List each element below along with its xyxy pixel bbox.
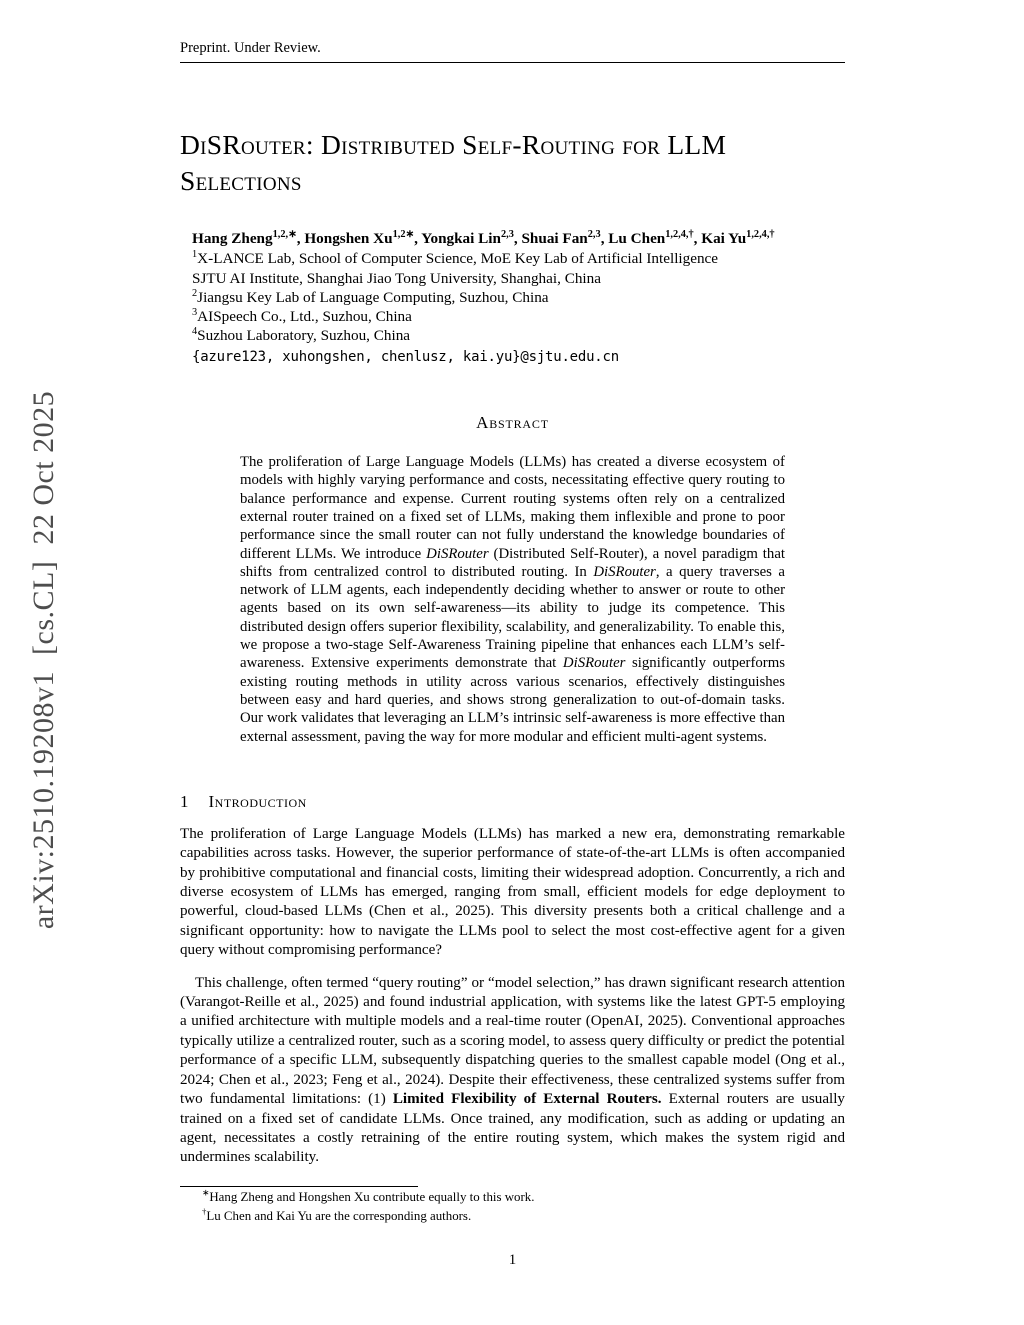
author-emails: {azure123, xuhongshen, chenlusz, kai.yu}@sjtu.edu.cn	[192, 348, 619, 365]
section-label: Introduction	[208, 791, 307, 811]
intro-paragraph-2: This challenge, often termed “query routing” or “model selection,” has drawn significant research attention (Varangot-Reille et al., 2025) and found industrial application, with systems like the latest GPT-5 employing a unified architecture with multiple models and a real-time router (OpenAI, 2025). Conventional approaches typically utilize a centralized router, such as a scoring model, to assess query difficulty or predict the potential performance of a specific LLM, subsequently dispatching queries to the smallest capable model (Ong et al., 2024; Chen et al., 2023; Feng et al., 2024). Despite their effectiveness, these centralized systems suffer from two fundamental limitations: (1) Limited Flexibility of External Routers. External routers are usually trained on a fixed set of candidate LLMs. Once trained, any modification, such as adding or updating an agent, necessitates a costly retraining of the entire routing system, which makes the system rigid and undermines scalability.	[180, 974, 845, 1166]
abstract-text: The proliferation of Large Language Models (LLMs) has created a diverse ecosystem of models with highly varying performance and costs, necessitating effective query routing to balance performance and expense. Current routing systems often rely on a centralized external router trained on a fixed set of LLMs, making them inflexible and prone to poor performance since the small router can not fully understand the knowledge boundaries of different LLMs. We introduce DiSRouter (Distributed Self-Router), a novel paradigm that shifts from centralized control to distributed routing. In DiSRouter, a query traverses a network of LLM agents, each independently deciding whether to answer or route to other agents based on its own self-awareness—its ability to judge its competence. This distributed design offers superior flexibility, scalability, and generalizability. To enable this, we propose a two-stage Self-Awareness Training pipeline that enhances each LLM’s self-awareness. Extensive experiments demonstrate that DiSRouter significantly outperforms existing routing methods in utility across various scenarios, effectively distinguishes between easy and hard queries, and shows strong generalization to out-of-domain tasks. Our work validates that leveraging an LLM’s intrinsic self-awareness is more effective than external assessment, paving the way for more modular and efficient multi-agent systems.	[240, 454, 785, 745]
arxiv-watermark: arXiv:2510.19208v1 [cs.CL] 22 Oct 2025	[27, 390, 60, 930]
affiliation-line-1: $^1$X-LANCE Lab, School of Computer Science, MoE Key Lab of Artificial Intelligence	[192, 249, 719, 268]
paper-content	[180, 40, 845, 1269]
footnote-equal-contribution: ∗Hang Zheng and Hongshen Xu contribute equally to this work.	[202, 1187, 535, 1204]
footnote-corresponding-authors: †Lu Chen and Kai Yu are the corresponding authors.	[202, 1206, 472, 1223]
section-number: 1	[180, 791, 189, 811]
affiliation-line-5: $^4$Suzhou Laboratory, Suzhou, China	[192, 326, 411, 345]
footnote-rule	[180, 1186, 418, 1187]
section-heading-introduction	[180, 792, 845, 812]
intro-paragraph-1: The proliferation of Large Language Models (LLMs) has marked a new era, demonstrating remarkable capabilities across tasks. However, the superior performance of state-of-the-art LLMs is often accompanied by prohibitive computational and financial costs, limiting their widespread adoption. Concurrently, a rich and diverse ecosystem of LLMs has emerged, ranging from small, efficient models for edge deployment to powerful, cloud-based LLMs (Chen et al., 2025). This diversity presents both a critical challenge and a significant opportunity: how to navigate the LLMs pool to select the most cost-effective agent for a given query without compromising performance?	[180, 825, 845, 959]
author-block	[180, 229, 845, 367]
affiliation-line-3: $^2$Jiangsu Key Lab of Language Computing, Suzhou, China	[192, 287, 549, 306]
abstract-heading: Abstract	[476, 413, 549, 433]
author-line: Hang Zheng$^{1,2,∗}$, Hongshen $Xu^{1,2∗}$, Yongkai Lin$^{2,3}$, Shuai Fan$^{2,3}$, Lu Chen$^{1,2,4,\dagger}$, Kai $Yu^{1,2,4,\dagger}$	[192, 228, 775, 247]
page-number: 1	[508, 1252, 517, 1269]
preprint-notice: Preprint. Under Review.	[180, 40, 845, 63]
paper-title: DiSRouter: Distributed Self-Routing for LLM Selections	[180, 129, 727, 196]
affiliation-line-4: $^3$AISpeech Co., Ltd., Suzhou, China	[192, 307, 412, 326]
affiliation-line-2: SJTU AI Institute, Shanghai Jiao Tong University, Shanghai, China	[192, 269, 601, 287]
